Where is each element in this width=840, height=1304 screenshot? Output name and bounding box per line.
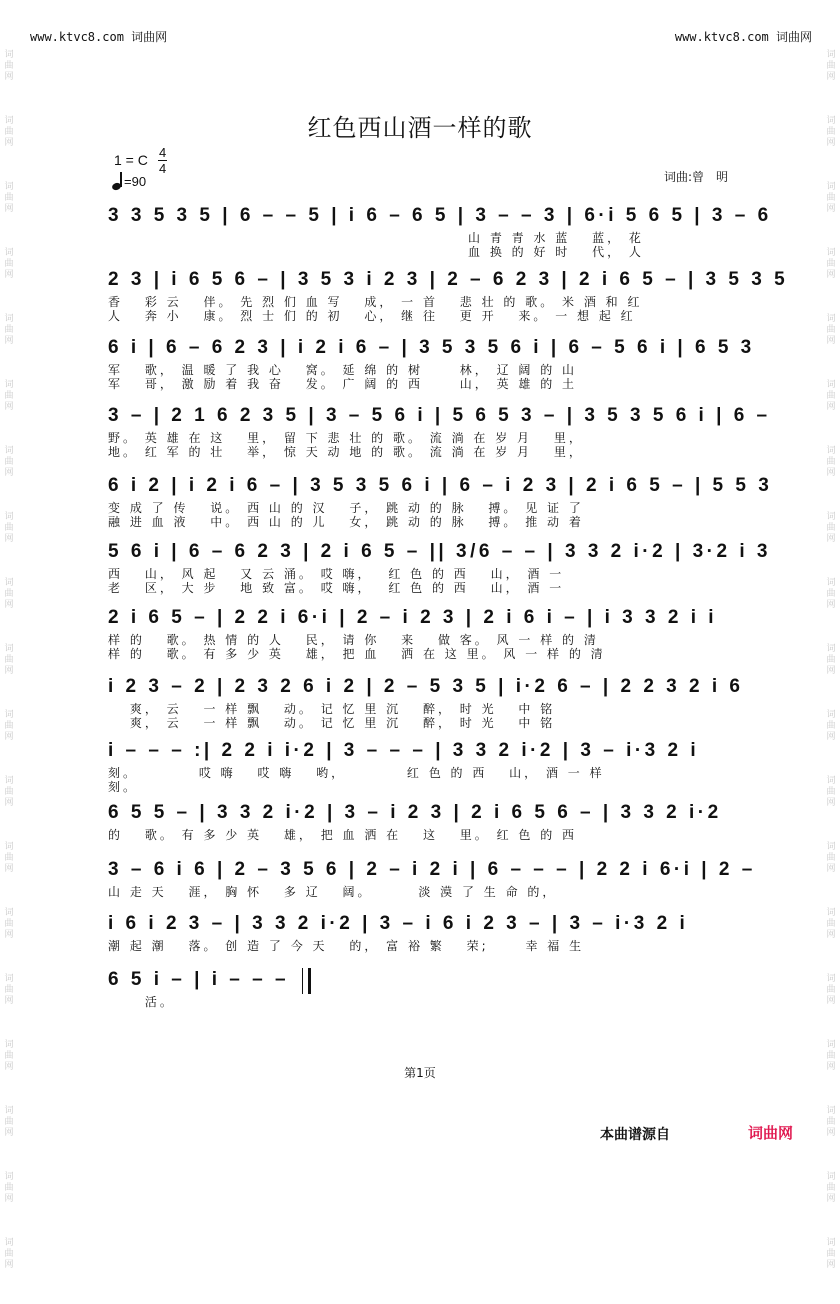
watermark-glyph-group: [4, 248, 13, 281]
lyric-row-verse-1: 野。 英 雄 在 这 里， 留 下 悲 壮 的 歌。 流 淌 在 岁 月 里，: [108, 431, 584, 445]
watermark-char: 词: [4, 908, 14, 918]
watermark-char: 词: [4, 182, 14, 192]
watermark-glyph-group: [4, 776, 13, 809]
score-line: [108, 740, 748, 794]
watermark-char: 网: [826, 534, 836, 544]
score-line: [108, 337, 755, 391]
watermark-char: 词: [826, 974, 836, 984]
watermark-char: 曲: [826, 853, 836, 863]
watermark-char: 词: [826, 908, 836, 918]
watermark-char: 词: [4, 1106, 14, 1116]
watermark-glyph-group: [826, 842, 835, 875]
footer-source-text: 本曲谱源自: [600, 1127, 670, 1143]
watermark-char: 网: [4, 1062, 14, 1072]
watermark-char: 网: [4, 864, 14, 874]
lyric-row-verse-1: 样 的 歌。 热 情 的 人 民， 请 你 来 做 客。 风 一 样 的 清: [108, 633, 599, 647]
watermark-char: 曲: [4, 1051, 14, 1061]
notation-row: 6 5 i – | i – – –: [108, 969, 290, 990]
watermark-char: 网: [826, 72, 836, 82]
watermark-glyph-group: [826, 908, 835, 941]
watermark-char: 曲: [4, 1183, 14, 1193]
watermark-char: 词: [826, 842, 836, 852]
watermark-char: 曲: [4, 589, 14, 599]
score-line: [108, 859, 756, 899]
notation-row: 3 – | 2 1 6 2 3 5 | 3 – 5 6 i | 5 6 5 3 – | 3 5 3 5 6 i | 6 –: [108, 405, 771, 426]
watermark-char: 曲: [826, 391, 836, 401]
watermark-char: 词: [4, 248, 14, 258]
lyric-row-verse-2: 军 哥， 激 励 着 我 奋 发。 广 阔 的 西 山， 英 雄 的 土: [108, 377, 578, 391]
watermark-char: 曲: [4, 391, 14, 401]
watermark-char: 词: [826, 380, 836, 390]
song-title: 红色西山酒一样的歌: [307, 114, 533, 142]
watermark-char: 网: [826, 402, 836, 412]
watermark-char: 曲: [4, 1249, 14, 1259]
watermark-glyph-group: [826, 776, 835, 809]
watermark-char: 网: [4, 600, 14, 610]
watermark-char: 网: [4, 204, 14, 214]
footer-brand: 词曲网: [748, 1124, 794, 1142]
watermark-char: 词: [826, 644, 836, 654]
watermark-char: 词: [4, 776, 14, 786]
watermark-char: 网: [826, 996, 836, 1006]
notation-row: 3 3 5 3 5 | 6 – – 5 | i 6 – 6 5 | 3 – – 3 | 6·i 5 6 5 | 3 – 6: [108, 205, 772, 226]
watermark-glyph-group: [826, 446, 835, 479]
watermark-char: 曲: [826, 919, 836, 929]
score-line: [108, 269, 789, 323]
watermark-char: 网: [826, 1260, 836, 1270]
watermark-char: 词: [4, 1238, 14, 1248]
notation-row: i 2 3 – 2 | 2 3 2 6 i 2 | 2 – 5 3 5 | i·2 6 – | 2 2 3 2 i 6: [108, 676, 744, 697]
watermark-char: 曲: [826, 127, 836, 137]
watermark-char: 网: [4, 336, 14, 346]
lyric-row-verse-2: 人 奔 小 康。 烈 士 们 的 初 心， 继 往 更 开 来。 一 想 起 红: [108, 309, 636, 323]
watermark-char: 词: [4, 1040, 14, 1050]
watermark-char: 词: [4, 446, 14, 456]
watermark-char: 词: [826, 116, 836, 126]
notation-row: 3 – 6 i 6 | 2 – 3 5 6 | 2 – i 2 i | 6 – – – | 2 2 i 6·i | 2 –: [108, 859, 756, 880]
watermark-char: 网: [826, 666, 836, 676]
watermark-glyph-group: [4, 644, 13, 677]
watermark-char: 曲: [826, 1117, 836, 1127]
watermark-char: 网: [4, 534, 14, 544]
watermark-char: 网: [4, 1260, 14, 1270]
score-line: [108, 475, 773, 529]
watermark-char: 曲: [4, 325, 14, 335]
lyric-row-verse-2: 爽， 云 一 样 飘 动。 记 忆 里 沉 醉， 时 光 中 铭: [108, 716, 556, 730]
notation-row: 2 3 | i 6 5 6 – | 3 5 3 i 2 3 | 2 – 6 2 3 | 2 i 6 5 – | 3 5 3 5: [108, 269, 789, 290]
notation-row: 6 5 5 – | 3 3 2 i·2 | 3 – i 2 3 | 2 i 6 5 6 – | 3 3 2 i·2: [108, 802, 722, 823]
watermark-char: 词: [4, 116, 14, 126]
lyric-row-verse-1: 西 山， 风 起 又 云 涌。 哎 嗨， 红 色 的 西 山， 酒 一: [108, 567, 565, 581]
watermark-glyph-group: [4, 908, 13, 941]
lyric-row-verse-1: 山 青 青 水 蓝 蓝， 花: [108, 231, 644, 245]
lyric-row-verse-2: 刻。: [108, 780, 139, 794]
watermark-char: 词: [4, 1172, 14, 1182]
watermark-glyph-group: [4, 1238, 13, 1271]
watermark-char: 网: [826, 336, 836, 346]
score-line: [108, 969, 748, 1009]
watermark-char: 曲: [4, 787, 14, 797]
watermark-char: 网: [4, 468, 14, 478]
watermark-char: 词: [4, 314, 14, 324]
watermark-char: 词: [4, 578, 14, 588]
watermark-char: 曲: [826, 1249, 836, 1259]
watermark-char: 曲: [4, 655, 14, 665]
watermark-glyph-group: [4, 314, 13, 347]
watermark-char: 曲: [826, 523, 836, 533]
watermark-char: 词: [4, 974, 14, 984]
watermark-char: 网: [4, 666, 14, 676]
lyric-row-verse-2: 老 区， 大 步 地 致 富。 哎 嗨， 红 色 的 西 山， 酒 一: [108, 581, 565, 595]
lyric-row-verse-1: 香 彩 云 伴。 先 烈 们 血 写 成， 一 首 悲 壮 的 歌。 米 酒 和 红: [108, 295, 643, 309]
watermark-glyph-group: [826, 50, 835, 83]
time-signature-bottom: 4: [159, 161, 167, 176]
notation-row: 2 i 6 5 – | 2 2 i 6·i | 2 – i 2 3 | 2 i 6 i – | i 3 3 2 i i: [108, 607, 718, 628]
watermark-glyph-group: [826, 248, 835, 281]
lyric-row-verse-1: 潮 起 潮 落。 创 造 了 今 天 的， 富 裕 繁 荣; 幸 福 生: [108, 939, 585, 953]
watermark-char: 曲: [826, 193, 836, 203]
watermark-char: 曲: [826, 655, 836, 665]
side-watermark-right: [824, 50, 838, 1304]
composer-credit: 词曲:曾 明: [663, 170, 728, 184]
watermark-glyph-group: [4, 380, 13, 413]
watermark-glyph-group: [826, 314, 835, 347]
watermark-char: 曲: [4, 523, 14, 533]
watermark-char: 曲: [4, 1117, 14, 1127]
watermark-char: 网: [4, 798, 14, 808]
watermark-char: 词: [826, 1106, 836, 1116]
watermark-glyph-group: [4, 1172, 13, 1205]
watermark-char: 词: [826, 314, 836, 324]
watermark-char: 词: [826, 512, 836, 522]
watermark-char: 网: [826, 204, 836, 214]
watermark-char: 曲: [4, 193, 14, 203]
watermark-char: 网: [826, 1194, 836, 1204]
watermark-char: 网: [4, 402, 14, 412]
watermark-char: 曲: [4, 919, 14, 929]
tempo-value: =90: [124, 173, 147, 189]
lyric-row-verse-2: 样 的 歌。 有 多 少 英 雄， 把 血 洒 在 这 里。 风 一 样 的 清: [108, 647, 606, 661]
watermark-glyph-group: [4, 578, 13, 611]
notation-row: 6 i 2 | i 2 i 6 – | 3 5 3 5 6 i | 6 – i 2 3 | 2 i 6 5 – | 5 5 3: [108, 475, 773, 496]
watermark-glyph-group: [4, 512, 13, 545]
watermark-char: 词: [4, 710, 14, 720]
watermark-char: 曲: [4, 721, 14, 731]
side-watermark-left: [2, 50, 16, 1304]
score-line: [108, 913, 748, 953]
watermark-char: 词: [826, 248, 836, 258]
final-barline: [302, 968, 311, 994]
watermark-char: 网: [826, 864, 836, 874]
notation-row: 6 i | 6 – 6 2 3 | i 2 i 6 – | 3 5 3 5 6 i | 6 – 5 6 i | 6 5 3: [108, 337, 755, 358]
notation-row: i – – – :| 2 2 i i·2 | 3 – – – | 3 3 2 i·2 | 3 – i·3 2 i: [108, 740, 700, 761]
watermark-glyph-group: [4, 50, 13, 83]
watermark-char: 曲: [4, 61, 14, 71]
watermark-char: 网: [826, 1128, 836, 1138]
header-url-left: www.ktvc8.com 词曲网: [30, 30, 168, 44]
score-line: [108, 405, 771, 459]
watermark-char: 网: [826, 732, 836, 742]
lyric-row-verse-1: 刻。 哎 嗨 哎 嗨 哟， 红 色 的 西 山， 酒 一 样: [108, 766, 605, 780]
watermark-glyph-group: [4, 1106, 13, 1139]
watermark-char: 网: [826, 930, 836, 940]
watermark-glyph-group: [4, 974, 13, 1007]
watermark-glyph-group: [4, 182, 13, 215]
watermark-glyph-group: [826, 512, 835, 545]
watermark-char: 词: [826, 446, 836, 456]
watermark-glyph-group: [826, 578, 835, 611]
watermark-char: 网: [4, 732, 14, 742]
watermark-char: 曲: [4, 457, 14, 467]
watermark-char: 词: [826, 1238, 836, 1248]
watermark-char: 曲: [826, 985, 836, 995]
time-signature-top: 4: [159, 145, 167, 160]
watermark-glyph-group: [826, 710, 835, 743]
watermark-char: 曲: [826, 61, 836, 71]
lyric-row-verse-1: 山 走 天 涯， 胸 怀 多 辽 阔。 淡 漠 了 生 命 的，: [108, 885, 558, 899]
watermark-char: 网: [4, 1128, 14, 1138]
watermark-char: 网: [4, 996, 14, 1006]
watermark-char: 词: [826, 710, 836, 720]
watermark-char: 网: [826, 600, 836, 610]
lyric-row-verse-1: 爽， 云 一 样 飘 动。 记 忆 里 沉 醉， 时 光 中 铭: [108, 702, 556, 716]
score-line: [108, 607, 748, 661]
watermark-glyph-group: [826, 1238, 835, 1271]
tempo-marking: [112, 172, 146, 190]
watermark-char: 曲: [826, 1051, 836, 1061]
watermark-char: 词: [826, 776, 836, 786]
watermark-char: 词: [4, 50, 14, 60]
score-line: [108, 205, 772, 259]
watermark-char: 曲: [826, 589, 836, 599]
lyric-row-verse-2: 融 进 血 液 中。 西 山 的 儿 女， 跳 动 的 脉 搏。 推 动 着: [108, 515, 584, 529]
watermark-char: 曲: [826, 721, 836, 731]
watermark-char: 曲: [4, 127, 14, 137]
watermark-glyph-group: [4, 842, 13, 875]
watermark-char: 词: [4, 380, 14, 390]
watermark-char: 曲: [826, 457, 836, 467]
watermark-char: 网: [4, 72, 14, 82]
score-line: [108, 541, 771, 595]
watermark-char: 曲: [826, 259, 836, 269]
watermark-char: 词: [826, 50, 836, 60]
watermark-char: 词: [826, 1040, 836, 1050]
watermark-char: 词: [826, 1172, 836, 1182]
lyric-row-verse-1: 活。: [108, 995, 175, 1009]
watermark-glyph-group: [826, 380, 835, 413]
watermark-char: 网: [4, 270, 14, 280]
watermark-char: 网: [826, 270, 836, 280]
watermark-char: 曲: [826, 787, 836, 797]
watermark-glyph-group: [826, 974, 835, 1007]
watermark-char: 词: [4, 512, 14, 522]
lyric-row-verse-1: 的 歌。 有 多 少 英 雄， 把 血 洒 在 这 里。 红 色 的 西: [108, 828, 578, 842]
lyric-row-verse-1: 变 成 了 传 说。 西 山 的 汉 子， 跳 动 的 脉 搏。 见 证 了: [108, 501, 584, 515]
watermark-glyph-group: [4, 710, 13, 743]
score-line: [108, 802, 748, 842]
watermark-char: 词: [826, 578, 836, 588]
watermark-char: 网: [826, 1062, 836, 1072]
watermark-char: 曲: [826, 325, 836, 335]
header-url-right: www.ktvc8.com 词曲网: [674, 30, 812, 44]
watermark-glyph-group: [826, 1172, 835, 1205]
watermark-char: 曲: [4, 259, 14, 269]
notation-row: i 6 i 2 3 – | 3 3 2 i·2 | 3 – i 6 i 2 3 – | 3 – i·3 2 i: [108, 913, 689, 934]
watermark-char: 网: [826, 468, 836, 478]
watermark-char: 网: [4, 930, 14, 940]
watermark-glyph-group: [826, 182, 835, 215]
watermark-char: 网: [826, 798, 836, 808]
score-line: [108, 676, 748, 730]
watermark-char: 网: [826, 138, 836, 148]
notation-row: 5 6 i | 6 – 6 2 3 | 2 i 6 5 – || 3/6 – – | 3 3 2 i·2 | 3·2 i 3: [108, 541, 771, 562]
watermark-char: 词: [826, 182, 836, 192]
lyric-row-verse-2: 血 换 的 好 时 代， 人: [108, 245, 644, 259]
lyric-row-verse-2: 地。 红 军 的 壮 举， 惊 天 动 地 的 歌。 流 淌 在 岁 月 里，: [108, 445, 584, 459]
lyric-row-verse-1: 军 歌， 温 暖 了 我 心 窝。 延 绵 的 树 林， 辽 阔 的 山: [108, 363, 578, 377]
watermark-glyph-group: [4, 446, 13, 479]
quarter-note-icon: [112, 172, 122, 190]
watermark-char: 曲: [826, 1183, 836, 1193]
watermark-char: 网: [4, 1194, 14, 1204]
watermark-char: 网: [4, 138, 14, 148]
watermark-char: 词: [4, 644, 14, 654]
watermark-glyph-group: [826, 644, 835, 677]
key-signature: 1 = C: [114, 152, 148, 168]
page-number: 第1页: [404, 1066, 436, 1080]
watermark-char: 词: [4, 842, 14, 852]
watermark-char: 曲: [4, 853, 14, 863]
watermark-char: 曲: [4, 985, 14, 995]
time-signature: [158, 145, 167, 176]
watermark-glyph-group: [826, 1106, 835, 1139]
